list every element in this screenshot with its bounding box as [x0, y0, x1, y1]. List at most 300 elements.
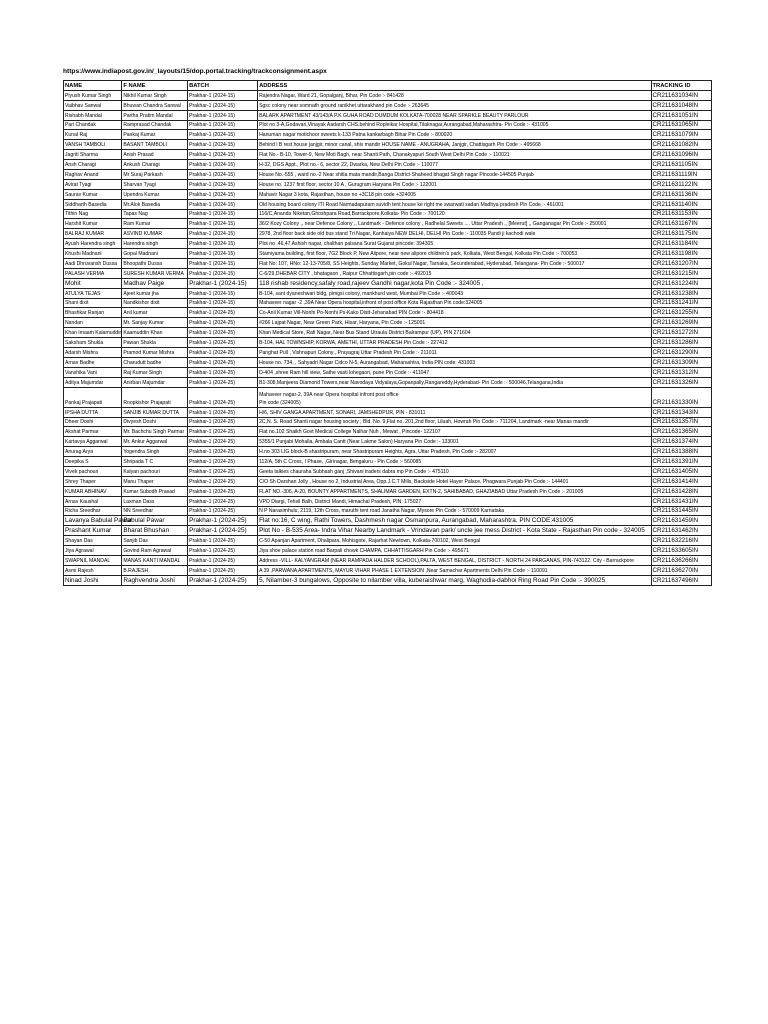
table-row — [64, 427, 712, 437]
address-cell: Flat No.- B-10, Tower-9, New Moti Bagh, near Shanti Path, Chanakyapuri South West Delhi Pin Code :- 110021 — [258, 150, 651, 160]
fname-cell: Ram Kumar — [122, 219, 188, 229]
table-row — [64, 278, 712, 288]
fname-cell: Madhav Paige — [122, 278, 188, 288]
tracking-id-cell: CR211631136IN — [651, 189, 711, 199]
name-cell: Akshat Parmar — [64, 427, 122, 437]
batch-cell: Prakhar-1 (2024-15) — [188, 239, 258, 249]
name-cell: Saurav Kumar — [64, 189, 122, 199]
fname-cell: Anish Prasad — [122, 150, 188, 160]
address-cell — [258, 387, 651, 407]
tracking-id-cell: CR211636266IN — [651, 555, 711, 565]
batch-cell: Prakhar-1 (2024-25) — [188, 516, 258, 526]
header-fname: F NAME — [122, 81, 188, 91]
tracking-id-cell: CR211631459IN — [651, 516, 711, 526]
batch-cell: Prakhar-1 (2024-25) — [188, 417, 258, 427]
tracking-id-cell: CR211631286IN — [651, 338, 711, 348]
address-cell: C-6/29,DHEBAR CITY , bhatagaon , Raipur Chhattisgarh,pin code :- 492015 — [258, 268, 651, 278]
name-cell: Dheer Doshi — [64, 417, 122, 427]
batch-cell: Prakhar-1 (2024-25) — [188, 466, 258, 476]
batch-cell: Prakhar-1 (2024-25) — [188, 526, 258, 536]
tracking-id-cell: CR211631309IN — [651, 357, 711, 367]
fname-cell: Anil kumar — [122, 308, 188, 318]
address-cell: House no. 1237 first floor, sector 10 A , Gurugram Haryana Pin Code :- 122001 — [258, 179, 651, 189]
address-cell: Rajendra Nagar, Ward 21, Gopalganj, Bihar, Pin Code :- 841428 — [258, 90, 651, 100]
fname-cell: Laxman Dass — [122, 496, 188, 506]
address-cell: Plot no 3-A,Godavari,Vinayak Aadarsh CHS,behind Ropleikar Hospital,Tilaknagar,Aurangabad,Maharashtra- Pin Code :- 431005 — [258, 120, 651, 130]
fname-cell: Ajeet kumar jha — [122, 288, 188, 298]
table-row — [64, 100, 712, 110]
header-address: ADDRESS — [258, 81, 651, 91]
name-cell: Adarsh Mishra — [64, 348, 122, 358]
name-cell: Deepika S — [64, 457, 122, 467]
tracking-id-cell: CR211631175IN — [651, 229, 711, 239]
name-cell: Ansh Charagi — [64, 160, 122, 170]
name-cell: BALRAJ KUMAR — [64, 229, 122, 239]
batch-cell: Prakhar-1 (2024-15) — [188, 179, 258, 189]
table-row — [64, 526, 712, 536]
fname-cell: Pawan Shukla — [122, 338, 188, 348]
fname-cell: Mr. Ankur Aggarwal — [122, 437, 188, 447]
tracking-id-cell: CR211631082IN — [651, 140, 711, 150]
tracking-id-cell: CR211631357IN — [651, 417, 711, 427]
fname-cell: Pramod Kumar Mishra — [122, 348, 188, 358]
name-cell: Shrey Thaper — [64, 476, 122, 486]
batch-cell: Prakhar-1 (2024-15) — [188, 160, 258, 170]
address-cell: 118 rishab residency,safaly road,rajeev Gandhi nagar,kota Pin Code :- 324005 , — [258, 278, 651, 288]
header-tracking-id: TRACKING ID — [651, 81, 711, 91]
name-cell: Nandan — [64, 318, 122, 328]
table-row — [64, 239, 712, 249]
tracking-id-cell: CR211632216IN — [651, 536, 711, 546]
table-row — [64, 130, 712, 140]
batch-cell: Prakhar-1 (2024-25) — [188, 387, 258, 407]
table-row — [64, 536, 712, 546]
table-row — [64, 357, 712, 367]
address-cell: H-32, DGS Appt., Plot no.- 6, sector 22, Dwarka, New Delhi Pin Code :- 110077 — [258, 160, 651, 170]
table-row — [64, 565, 712, 575]
fname-cell: B.RAJESH — [122, 565, 188, 575]
name-cell: Tithin Nag — [64, 209, 122, 219]
name-cell: Avirat Tyagi — [64, 179, 122, 189]
address-cell: Hanuman nagar motichoor sweets k-133 Patna kankarbagh Bihar Pin Code :- 800020 — [258, 130, 651, 140]
batch-cell: Prakhar-1 (2024-25) — [188, 407, 258, 417]
table-row — [64, 516, 712, 526]
tracking-id-cell: CR211631224IN — [651, 278, 711, 288]
fname-cell: Babulal Pawar — [122, 516, 188, 526]
source-url: https://www.indiapost.gov.in/_layouts/15/dop.portal.tracking/trackconsignment.aspx — [63, 68, 327, 75]
address-cell: Flat No: 107, HNo: 12-13-705/8, SS Heights, Sunday Market, Gokul Nagar, Tarnaka, Secunderabad, Hyderabad, Telangana- Pin Code :- 500017 — [258, 259, 651, 269]
address-cell: H/6, SHIV GANGA APARTMENT, SONARI, JAMSHEDPUR, PIN - 831011 — [258, 407, 651, 417]
fname-cell: SANJIB KUMAR DUTTA — [122, 407, 188, 417]
name-cell: Saksham Shukla — [64, 338, 122, 348]
table-row — [64, 170, 712, 180]
fname-cell: Kaamuddin Khan — [122, 328, 188, 338]
batch-cell: Prakhar-1 (2024-15) — [188, 209, 258, 219]
table-row — [64, 160, 712, 170]
name-cell: Bhashkar Ranjan — [64, 308, 122, 318]
fname-cell: MANAS KANTI MANDAL — [122, 555, 188, 565]
table-body — [64, 90, 712, 585]
tracking-id-cell: CR211631079IN — [651, 130, 711, 140]
table-row — [64, 338, 712, 348]
address-cell: B-104, sant dyaneshwari bldg, pimgsi colony, mankhurd west, Mumbai Pin Code :- 400043 — [258, 288, 651, 298]
tracking-id-cell: CR211631238IN — [651, 288, 711, 298]
header-name: NAME — [64, 81, 122, 91]
address-cell: 2C,N. S. Road Shanti nagar housing society , Bld. No. 9,Flat no. 201,2nd floor, Liluah, Howrah Pin Code :- 711204, Landmark -near Manas mandir — [258, 417, 651, 427]
name-cell: SWAPNIL MANDAL — [64, 555, 122, 565]
table-row — [64, 506, 712, 516]
tracking-id-cell: CR211631431IN — [651, 496, 711, 506]
table-row — [64, 298, 712, 308]
tracking-id-cell: CR211631391IN — [651, 457, 711, 467]
name-cell: Kunal Raj — [64, 130, 122, 140]
name-cell: Kartavya Aggarwal — [64, 437, 122, 447]
batch-cell: Prakhar-1 (2024-15) — [188, 140, 258, 150]
batch-cell: Prakhar-1 (2024-15) — [188, 110, 258, 120]
tracking-id-cell: CR211631330IN — [651, 387, 711, 407]
address-cell: 5355/1 Punjabi Mohalla, Ambala Cantt (Near Lakme Salon) Haryana Pin Code :- 133001 — [258, 437, 651, 447]
name-cell: Aadi Dhruvansh Dussa — [64, 259, 122, 269]
address-cell: D-404 ,shree Ram hill view, Sathe vasti lohegaon, pune Pin Code :- 411047 — [258, 367, 651, 377]
fname-cell: Pankaj Kumar — [122, 130, 188, 140]
name-cell: ATULYA TEJAS — [64, 288, 122, 298]
address-cell: Khan Medical Store, Rafi Nagar, Near Bus Stand Utraula District Balrampur (UP), PIN 271604 — [258, 328, 651, 338]
fname-cell: Kumar Subodh Prasad — [122, 486, 188, 496]
tracking-id-cell: CR211637496IN — [651, 575, 711, 585]
table-row — [64, 209, 712, 219]
address-cell: N P Narasimhulu, 2119, 12th Cross, maruthi tent road Janatha Nagar, Mysore Pin Code :- 570009 Karnataka — [258, 506, 651, 516]
tracking-id-cell: CR211631119IN — [651, 170, 711, 180]
fname-cell: Bharat Bhushan — [122, 526, 188, 536]
name-cell: Aditya Majumdar — [64, 377, 122, 387]
address-cell: #266 Lajpat Nagar, Near Green Park, Hisar, Haryana, Pin Code :- 125001 — [258, 318, 651, 328]
name-cell: Mohit — [64, 278, 122, 288]
fname-cell: Manu Thaper — [122, 476, 188, 486]
table-row — [64, 249, 712, 259]
address-cell: 5, Nilamber-3 bungalows, Opposite to nilamber villa, kuberaishwar marg, Waghodia-dabhoi Ring Road Pin Code :- 390025 — [258, 575, 651, 585]
address-cell: C/O Sh Darshan Jolly , House no 2, Industrial Area, Opp.J.C.T Mills, Backside Hotel Hayer Palace, Phagwara Punjab Pin Code :- 144401 — [258, 476, 651, 486]
address-cell: Flat no.102 Shaikh Govt Medical College Nalhar Nuh , Mewat , Pincode- 122107 — [258, 427, 651, 437]
fname-cell: Yogendra Singh — [122, 447, 188, 457]
batch-cell: Prakhar-1 (2024-15) — [188, 130, 258, 140]
batch-cell: Prakhar-1 (2024-15) — [188, 150, 258, 160]
name-cell: Richa Sreedhar — [64, 506, 122, 516]
batch-cell: Prakhar-1 (2024-25) — [188, 308, 258, 318]
batch-cell: Prakhar-1 (2024-25) — [188, 357, 258, 367]
batch-cell: Prakhar-1 (2024-15) — [188, 189, 258, 199]
table-row — [64, 407, 712, 417]
name-cell: PALASH VERMA — [64, 268, 122, 278]
name-cell: Pankaj Prajapati — [64, 387, 122, 407]
name-cell: Jiya Agrawal — [64, 546, 122, 556]
tracking-id-cell: CR211631140IN — [651, 199, 711, 209]
name-cell: Ninad Joshi — [64, 575, 122, 585]
table-row — [64, 140, 712, 150]
tracking-id-cell: CR211631445IN — [651, 506, 711, 516]
batch-cell: Prakhar-1 (2024-15) — [188, 90, 258, 100]
fname-cell: Anirban Majumdar — [122, 377, 188, 387]
batch-cell: Prakhar-1 (2024-15) — [188, 298, 258, 308]
batch-cell: Prakhar-1 (2024-25) — [188, 486, 258, 496]
batch-cell: Prakhar-1 (2024-25) — [188, 536, 258, 546]
batch-cell: Prakhar-1 (2024-25) — [188, 338, 258, 348]
name-cell: Rishabh Mandal — [64, 110, 122, 120]
address-cell: Plot No - B-535 Area- Indra Vihar Nearby Landmark - Vrindavan park/ uncle jee mess District - Kota State - Rajasthan Pin code - 324005 — [258, 526, 651, 536]
tracking-id-cell: CR211631241IN — [651, 298, 711, 308]
tracking-id-cell: CR211631184IN — [651, 239, 711, 249]
batch-cell: Prakhar-1 (2024-15) — [188, 219, 258, 229]
batch-cell: Prakhar-1 (2024-25) — [188, 575, 258, 585]
tracking-id-cell: CR211631096IN — [651, 150, 711, 160]
fname-cell: Ramprasad Chandak — [122, 120, 188, 130]
fname-cell: Nandkishor dixit — [122, 298, 188, 308]
batch-cell: Prakhar-1 (2024-25) — [188, 348, 258, 358]
name-cell: KUMAR ABHINAV — [64, 486, 122, 496]
table-row — [64, 555, 712, 565]
table-row — [64, 189, 712, 199]
fname-cell: Mr. Sanjay Kumar — [122, 318, 188, 328]
tracking-id-cell: CR211631153IN — [651, 209, 711, 219]
table-row — [64, 496, 712, 506]
batch-cell: Prakhar-1 (2024-25) — [188, 565, 258, 575]
batch-cell: Prakhar-1 (2024-25) — [188, 328, 258, 338]
fname-cell: Govind Ram Agrawal — [122, 546, 188, 556]
tracking-id-cell: CR211631255IN — [651, 308, 711, 318]
batch-cell: Prakhar-1 (2024-25) — [188, 476, 258, 486]
table-row — [64, 219, 712, 229]
address-cell: VPO Diargi, Tehsil Balh, District Mandi, Himachal Pradesh, PIN: 175027 — [258, 496, 651, 506]
tracking-id-cell: CR211631105IN — [651, 160, 711, 170]
tracking-id-cell: CR211631428IN — [651, 486, 711, 496]
table-row — [64, 575, 712, 585]
address-cell: FLAT NO.-306, A-20, BOUNTY APPARTMENTS, SHALIMAR GARDEN, EXTN-2, SAHIBABAD, GHAZIABAD Uttar Pradesh Pin Code :- 201005 — [258, 486, 651, 496]
tracking-id-cell: CR211631343IN — [651, 407, 711, 417]
address-cell: House no. 734, , Sahyadri Nagar Cidco N-5, Aurangabad, Maharashtra, India PIN code: 431003 — [258, 357, 651, 367]
table-row — [64, 348, 712, 358]
batch-cell: Prakhar-1 (2024-25) — [188, 318, 258, 328]
address-cell: C-50 Apanjan Apartment, Dhalipara, Mohisgote, Rajarhat Newtown, Kolkata-700102, West Bengal — [258, 536, 651, 546]
table-row — [64, 466, 712, 476]
batch-cell: Prakhar-1 (2024-25) — [188, 496, 258, 506]
table-row — [64, 377, 712, 387]
tracking-id-cell: CR211631290IN — [651, 348, 711, 358]
table-row — [64, 229, 712, 239]
fname-cell: Bhuwan Chandra Sanwal — [122, 100, 188, 110]
fname-cell: Sanjib Das — [122, 536, 188, 546]
address-cell: Flat no:16, C wing, Rathi Towers, Dashmesh nagar Osmanpura, Aurangabad, Maharashtra. PIN CODE:431005 — [258, 516, 651, 526]
table-row — [64, 417, 712, 427]
consignment-table — [63, 80, 712, 586]
table-row — [64, 318, 712, 328]
tracking-id-cell: CR211631167IN — [651, 219, 711, 229]
fname-cell: Tapas Nag — [122, 209, 188, 219]
table-row — [64, 199, 712, 209]
fname-cell: Ankush Charagi — [122, 160, 188, 170]
name-cell: Piyush Kumar Singh — [64, 90, 122, 100]
fname-cell: Charudutt badhe — [122, 357, 188, 367]
name-cell: Pari Chandak — [64, 120, 122, 130]
fname-cell: Raghvendra Joshi — [122, 575, 188, 585]
name-cell: Siddharth Basedia — [64, 199, 122, 209]
tracking-id-cell: CR211631207IN — [651, 259, 711, 269]
name-cell: Arnav Badhe — [64, 357, 122, 367]
batch-cell: Prakhar-1 (2024-15) — [188, 199, 258, 209]
name-cell: Khushi Madnani — [64, 249, 122, 259]
tracking-id-cell: CR211631462IN — [651, 526, 711, 536]
address-cell: Behind l B rest house janjgir, minor canal, shiv mandir HOUSE NAME - ANUGRAHA, Janjgir, Chattisgarh Pin Code :- 495668 — [258, 140, 651, 150]
batch-cell: Prakhar-1 (2024-15) — [188, 120, 258, 130]
tracking-id-cell: CR211631034IN — [651, 90, 711, 100]
address-cell: B-104, HAL TOWNSHIP, KORWA, AMETHI, UTTAR PRADESH Pin Code :- 227412 — [258, 338, 651, 348]
fname-cell: BASANT TAMBOLI — [122, 140, 188, 150]
table-row — [64, 457, 712, 467]
fname-cell: Divyesh Doshi — [122, 417, 188, 427]
name-cell: Lavanya Babulal Pawar — [65, 517, 133, 525]
address-cell: Mahaveer nagar -2 ,39A Near Opera hospital,infront of post office Kota Rajasthan Pin code:324005 — [258, 298, 651, 308]
table-row — [64, 259, 712, 269]
address-line-2: Pin code (324005) — [259, 399, 301, 406]
name-cell: VANSH TAMBOLI — [64, 140, 122, 150]
address-cell: BALARK APARTMENT 43/143/A P.K GUHA ROAD DUMDUM KOLKATA-700028 NEAR SPARKLE BEAUTY PARLOUR — [258, 110, 651, 120]
fname-cell: Mr Suraj Parkash — [122, 170, 188, 180]
table-row — [64, 120, 712, 130]
tracking-id-cell: CR211631198IN — [651, 249, 711, 259]
tracking-id-cell: CR211631065IN — [651, 120, 711, 130]
table-row — [64, 268, 712, 278]
tracking-id-cell: CR211631326IN — [651, 377, 711, 387]
fname-cell: Roopkishor Prajapati — [122, 387, 188, 407]
tracking-id-cell: CR211636270IN — [651, 565, 711, 575]
fname-cell: Nikhil Kumar Singh — [122, 90, 188, 100]
tracking-id-cell: CR211631405IN — [651, 466, 711, 476]
tracking-id-cell: CR211631312IN — [651, 367, 711, 377]
header-row — [64, 81, 712, 91]
fname-cell: Mr.Alok Basedia — [122, 199, 188, 209]
name-cell: Vanshika Vani — [64, 367, 122, 377]
name-cell: Harshit Kumar — [64, 219, 122, 229]
batch-cell: Prakhar-1 (2024-15) — [188, 288, 258, 298]
table-row — [64, 90, 712, 100]
batch-cell: Prakhar-1 (2024-25) — [188, 546, 258, 556]
batch-cell: Prakhar-1 (2024-25) — [188, 437, 258, 447]
fname-cell: Raj Kumar Singh — [122, 367, 188, 377]
table-row — [64, 308, 712, 318]
address-cell: Stamiyama building, first floor, 7G2 Block P, New Alipore, near new alipore children's park, Kolkata, West Bengal, Kolkata Pin Code :- 700053 — [258, 249, 651, 259]
batch-cell: Prakhar-1 (2024-25) — [188, 555, 258, 565]
name-cell: Vivek pachouri — [64, 466, 122, 476]
fname-cell: Harendra singh — [122, 239, 188, 249]
name-cell: Ayush Harendra singh — [64, 239, 122, 249]
address-cell: Old housing board colony ITI Road Narmadapuram suvidh tent house ke right me swarwati sadan Madhya pradesh Pin Code :- 461001 — [258, 199, 651, 209]
table-row — [64, 110, 712, 120]
fname-cell: Shripada T C — [122, 457, 188, 467]
table-row — [64, 447, 712, 457]
fname-cell: ASVIND KUMAR — [122, 229, 188, 239]
table-row — [64, 546, 712, 556]
address-cell: Panghat Pull , Vishnapuri Colony , Prayagraj Uttar Pradesh Pin Code :- 211011 — [258, 348, 651, 358]
address-cell: Address -VILL- KALYANGRAM (NEAR RAMPADA HALDER SCHOOL),PALTA, WEST BENGAL, DISTRICT - NORTH 24 PARGANAS, PIN-743122. City - Barrackpore — [258, 555, 651, 565]
fname-cell: Partha Pratim Mandal — [122, 110, 188, 120]
name-cell: Vaibhav Sanwal — [64, 100, 122, 110]
name-cell: Shayan Das — [64, 536, 122, 546]
table-row — [64, 486, 712, 496]
batch-cell: Prakhar-1 (2024-25) — [188, 506, 258, 516]
table-row — [64, 476, 712, 486]
batch-cell: Prakhar-1 (2024-15) — [188, 100, 258, 110]
address-cell: Plot no .46,47 Ashish nagar, chalthan palsana Surat Gujarat pincode: 394305 — [258, 239, 651, 249]
table-row — [64, 437, 712, 447]
batch-cell: Prakhar-1 (2024-25) — [188, 367, 258, 377]
address-cell: Sgsc colony near somnath ground ranikhet uttarakhand pin Code :- 263645 — [258, 100, 651, 110]
tracking-id-cell: CR211631374IN — [651, 437, 711, 447]
name-cell: Prashant Kumar — [64, 526, 122, 536]
batch-cell: Prakhar-1 (2024-25) — [188, 427, 258, 437]
address-cell: Jiya shoe palace station road Barpali chowk CHAMPA, CHHATTISGARH Pin Code :- 495671 — [258, 546, 651, 556]
table-row — [64, 367, 712, 377]
address-cell: A 39 ,PARWANA APARTMENTS, MAYUR VIHAR PHASE 1 EXTENSION ,Near Samachar Apartments Delhi Pin Code :- 110091 — [258, 565, 651, 575]
address-cell: Geeta talkies chauraha Subhash ganj ,Shivani traders dabra mp Pin Code :- 475110 — [258, 466, 651, 476]
tracking-id-cell: CR211631051IN — [651, 110, 711, 120]
fname-cell: NN Sreedhar — [122, 506, 188, 516]
batch-cell: Prakhar-1 (2024-15) — [188, 268, 258, 278]
batch-cell: Prakhar-1 (2024-25) — [188, 457, 258, 467]
batch-cell: Prakhar-1 (2024-15) — [188, 170, 258, 180]
table-row — [64, 179, 712, 189]
name-cell: Raghav Anand — [64, 170, 122, 180]
name-cell: Anurag Arya — [64, 447, 122, 457]
batch-cell: Prakhar-1 (2024-25) — [188, 377, 258, 387]
address-cell: 112/A, 5th C Cross, I Phase, ,Girinagar, Bengaluru - Pin Code :- 560085 — [258, 457, 651, 467]
name-cell: IPSHA DUTTA — [64, 407, 122, 417]
batch-cell: Prakhar-1 (2024-15) — [188, 259, 258, 269]
fname-cell: Bhoopathi Dussa — [122, 259, 188, 269]
table-row — [64, 328, 712, 338]
fname-cell: Upendra Kumar — [122, 189, 188, 199]
fname-cell: Gopal Madnani — [122, 249, 188, 259]
header-batch: BATCH — [188, 81, 258, 91]
table-row — [64, 150, 712, 160]
address-cell: B1-308,Manjeera Diamond Towers,near Navodaya Vidyalaya,Gopanpally,Rangareddy,Hyderabad- Pin Code :- 500046,Telangana,India — [258, 377, 651, 387]
tracking-id-cell: CR211631388IN — [651, 447, 711, 457]
address-cell: H.no 303 LIG block-B shastripuram, near Shastripuram Heights, Agra, Uttar Pradesh, Pin Code :- 282007 — [258, 447, 651, 457]
batch-cell: Prakhar-1 (2024-15) — [188, 229, 258, 239]
tracking-id-cell: CR211631215IN — [651, 268, 711, 278]
fname-cell: SURESH KUMAR VERMA — [122, 268, 188, 278]
address-line-1: Mahaveer nagar-2, 39A near Opera hospital infront post office — [259, 391, 399, 398]
address-cell: 2978, 2nd floor back side old bus stand Tri Nagar, Kanhaiya NEW DELHI, DELHI Pin Code :- 110035 Pandi ji kachodi wale — [258, 229, 651, 239]
name-cell: Arnav Kaushal — [64, 496, 122, 506]
address-cell: Co-Anil Kumar Vill-Nonhi Po-Nonhi Ps-Kako Distt-Jehanabad PIN Code :- 804418 — [258, 308, 651, 318]
batch-cell: Prakhar-1 (2024-15) — [188, 249, 258, 259]
address-cell: 36/2 Kozy Colony ,, near Defence Colony ,, Landmark - Defence colony , Radhelal Sweets .... Uttar Pradesh ,, [Meerut] ,, Ganganagar Pin Code :- 250001 — [258, 219, 651, 229]
tracking-id-cell: CR211631414IN — [651, 476, 711, 486]
fname-cell: Sharvan Tyagi — [122, 179, 188, 189]
address-cell: 116/C,Ananda Niketan,Ghoshpara Road,Barrackpore,Kolkata- Pin Code :- 700120 — [258, 209, 651, 219]
tracking-id-cell: CR211631269IN — [651, 318, 711, 328]
name-cell: Khan Imaam Kalamuddin — [64, 328, 122, 338]
table-row — [64, 288, 712, 298]
tracking-id-cell: CR211631122IN — [651, 179, 711, 189]
table-row — [64, 387, 712, 407]
address-cell: House No.-555 , ward no.-2 Near shitla mata mandir,Banga District-Shaheed bhagat Singh nagar Pincode-144505 Punjab — [258, 170, 651, 180]
tracking-id-cell: CR211633605IN — [651, 546, 711, 556]
batch-cell: Prakhar-1 (2024-25) — [188, 447, 258, 457]
fname-cell: Mr. Bachchu Singh Parmar — [122, 427, 188, 437]
tracking-id-cell: CR211631365IN — [651, 427, 711, 437]
fname-cell: Kalyan pachouri — [122, 466, 188, 476]
name-cell: Jagriti Sharma — [64, 150, 122, 160]
batch-cell: Prakhar-1 (2024-15) — [188, 278, 258, 288]
